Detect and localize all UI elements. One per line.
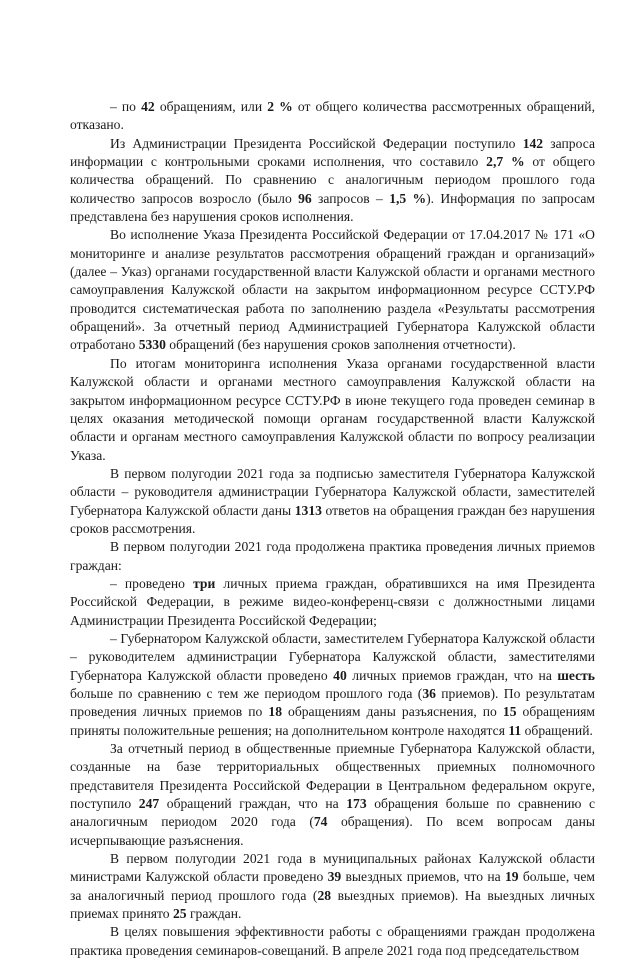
text-run: от общего количества рассмотренных обращений, отказано. — [70, 99, 595, 133]
text-run: В первом полугодии 2021 года продолжена практика проведения личных приемов граждан: — [70, 539, 595, 573]
bold-figure: 173 — [346, 796, 367, 812]
text-run: личных приемов граждан, что на — [346, 667, 558, 683]
text-run: выездных приемов, что на — [341, 869, 505, 885]
paragraph-field-receptions — [70, 850, 595, 923]
text-run: обращениям даны разъяснения, по — [281, 704, 503, 720]
paragraph-refusals — [70, 98, 595, 135]
text-run: Из Администрации Президента Российской Федерации поступило — [110, 135, 523, 151]
bold-figure: 39 — [327, 869, 342, 885]
text-run: больше, чем за аналогичный период прошлого года ( — [70, 869, 596, 903]
text-run: – Губернатором Калужской области, заместителем Губернатора Калужской области – руководителем администрации Губернатора Калужской области, заместителями Губернатора Калужской области проведено — [70, 630, 595, 683]
bold-figure: 142 — [522, 135, 544, 151]
text-run: запросов – — [311, 190, 390, 206]
text-run: больше по сравнению с тем же периодом прошлого года ( — [70, 686, 423, 701]
text-run: – по — [110, 99, 142, 114]
bold-figure: три — [193, 575, 216, 591]
text-run: выездных приемов). На выездных личных приемах принято — [70, 887, 596, 922]
text-run: Во исполнение Указа Президента Российской Федерации от 17.04.2017 № 171 «О мониторинге и анализе результатов рассмотрения обращений граждан и организаций» (далее – Указ) органами государственной власти Калужской области и органами местного самоуправления Калужской области на закрытом информационном ресурсе ССТУ.РФ проводится систематическая работа по заполнению раздела «Результаты рассмотрения обращений». За отчетный период Администрацией Губернатора Калужской области отработано — [70, 227, 595, 353]
bold-figure: 15 — [502, 704, 517, 720]
bold-figure: 96 — [298, 190, 312, 206]
text-run: приемов). По результатам проведения личных приемов по — [70, 686, 595, 720]
bold-figure: 247 — [138, 796, 160, 812]
bold-figure: 40 — [333, 667, 347, 683]
bold-figure: 18 — [268, 704, 282, 720]
text-run: ). Информация по запросам представлена без нарушения сроков исполнения. — [70, 190, 596, 225]
text-run: В целях повышения эффективности работы с обращениями граждан продолжена практика проведения семинаров-совещаний. В апреле 2021 года под председательством — [70, 924, 595, 958]
bold-figure: 1313 — [294, 502, 322, 518]
paragraph-vcs-receptions — [70, 575, 595, 630]
paragraph-presidential-requests — [70, 135, 595, 227]
bold-figure: 11 — [508, 722, 522, 738]
text-run: личных приема граждан, обратившихся на имя Президента Российской Федерации, в режиме видео-конференц-связи с должностными лицами Администрации Президента Российской Федерации; — [70, 575, 595, 628]
bold-figure: 2,7 % — [486, 154, 525, 170]
text-run: запроса информации с контрольными сроками исполнения, что составило — [70, 135, 595, 170]
text-run: обращений граждан, что на — [159, 796, 347, 812]
text-run: обращениям, или — [154, 99, 268, 114]
bold-figure: 1,5 % — [389, 190, 427, 206]
text-run: граждан. — [186, 906, 242, 922]
text-run: В первом полугодии 2021 года за подписью заместителя Губернатора Калужской области – руководителя администрации Губернатора Калужской области, заместителей Губернатора Калужской области даны — [70, 465, 595, 518]
paragraph-decree-171 — [70, 226, 595, 354]
bold-figure: 74 — [313, 814, 328, 830]
text-run: В первом полугодии 2021 года в муниципальных районах Калужской области министрами Калужской области проведено — [70, 851, 595, 885]
bold-figure: 5330 — [138, 337, 166, 353]
paragraph-seminars — [70, 923, 595, 960]
bold-figure: 36 — [422, 686, 436, 701]
text-run: – проведено — [110, 575, 194, 591]
text-run: обращениям приняты положительные решения; на дополнительном контроле находятся — [70, 704, 595, 738]
paragraph-signed-answers — [70, 465, 595, 538]
paragraph-personal-receptions-intro — [70, 538, 595, 575]
text-run: обращений (без нарушения сроков заполнения отчетности). — [165, 337, 516, 353]
bold-figure: 2 % — [267, 99, 293, 114]
bold-figure: 42 — [141, 99, 155, 114]
text-run: ответов на обращения граждан без нарушения сроков рассмотрения. — [70, 502, 596, 536]
text-run: обращения больше по сравнению с аналогичным периодом 2020 года ( — [70, 796, 595, 830]
text-run: По итогам мониторинга исполнения Указа органами государственной власти Калужской области и органами местного самоуправления Калужской области на закрытом информационном ресурсе ССТУ.РФ в июне текущего года проведен семинар в целях оказания методической помощи органам государственной власти Калужской области и органам местного самоуправления Калужской области по вопросу реализации Указа. — [70, 355, 595, 463]
bold-figure: 28 — [317, 887, 332, 903]
paragraph-monitoring-seminar — [70, 355, 595, 465]
text-run: обращения). По всем вопросам даны исчерпывающие разъяснения. — [70, 814, 595, 848]
text-run: За отчетный период в общественные приемные Губернатора Калужской области, созданные на базе территориальных общественных приемных полномочного представителя Президента Российской Федерации в Центральном федеральном округе, поступило — [70, 741, 595, 812]
text-run: обращений. — [521, 722, 593, 738]
paragraph-governor-receptions — [70, 630, 595, 740]
bold-figure: шесть — [557, 667, 595, 683]
bold-figure: 25 — [172, 906, 187, 922]
bold-figure: 19 — [504, 869, 519, 885]
text-run: от общего количества обращений. По сравнению с аналогичным периодом прошлого года количество запросов возросло (было — [70, 154, 596, 206]
paragraph-public-reception-offices — [70, 740, 595, 850]
